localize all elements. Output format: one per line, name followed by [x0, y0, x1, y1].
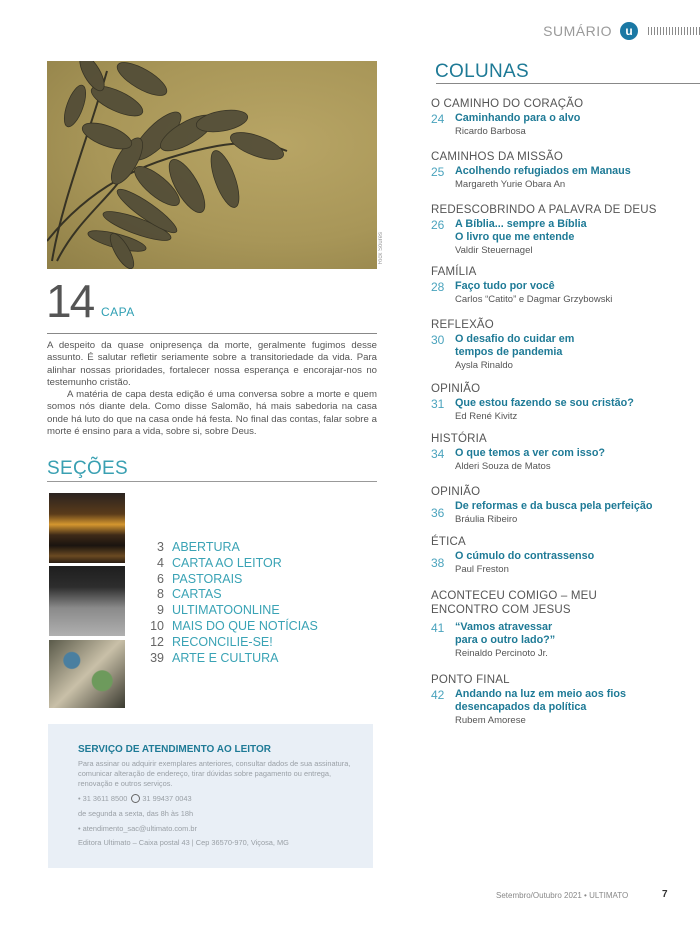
column-page: 36 — [431, 506, 445, 520]
section-page: 4 — [157, 555, 164, 570]
column-title: A Bíblia... sempre a Bíblia — [455, 218, 587, 230]
cover-paragraph: A matéria de capa desta edição é uma conversa sobre a morte e quem somos nós diante dela. Como disse Salomão, há mais sabedoria na casa onde há luto do que na casa onde há festa. No final das contas, falar sobre a morte é ensino para a vida, sobre si, sobre Deus. — [47, 389, 377, 438]
column-entry[interactable] — [431, 203, 700, 257]
reader-service-description: Para assinar ou adquirir exemplares anteriores, consultar dados de sua assinatura, comunicar alteração de endereço, tirar dúvidas sobre pagamento ou entrega, renovação e outros serviços. — [78, 759, 351, 788]
section-label: ABERTURA — [172, 540, 240, 554]
divider — [436, 83, 700, 84]
column-category: ÉTICA — [431, 536, 466, 548]
sections-list — [140, 540, 318, 666]
divider — [47, 481, 377, 482]
column-author: Rubem Amorese — [455, 715, 526, 726]
column-author: Carlos “Catito” e Dagmar Grzybowski — [455, 294, 613, 305]
column-author: Ricardo Barbosa — [455, 126, 526, 137]
section-label: CARTAS — [172, 587, 222, 602]
section-item[interactable] — [140, 572, 318, 588]
section-item[interactable] — [140, 540, 318, 556]
barcode-decoration-icon — [648, 27, 700, 35]
sunset-clouds-photo — [49, 493, 125, 563]
column-author: Valdir Steuernagel — [455, 245, 533, 256]
reader-service-title: SERVIÇO DE ATENDIMENTO AO LEITOR — [78, 744, 271, 755]
column-entry[interactable] — [431, 150, 700, 191]
cover-paragraph: A despeito da quase onipresença da morte, geralmente fugimos desse assunto. É salutar refletir seriamente sobre a transitoriedade da vida. Para alinhar nossas prioridades, fortalecer nossa esperança e encorajar-nos no testemunho cristão. — [47, 340, 377, 388]
column-author: Paul Freston — [455, 564, 509, 575]
column-entry[interactable] — [431, 382, 700, 423]
column-category: HISTÓRIA — [431, 433, 487, 445]
section-label: RECONCILIE-SE! — [172, 634, 273, 649]
column-page: 34 — [431, 447, 445, 461]
column-category: ACONTECEU COMIGO – MEU — [431, 590, 598, 602]
section-label: SUMÁRIO — [543, 23, 612, 39]
tangled-wires-photo — [49, 640, 125, 708]
section-label: CARTA AO LEITOR — [172, 555, 282, 570]
section-page: 6 — [157, 571, 164, 586]
column-title: Acolhendo refugiados em Manaus — [455, 165, 631, 177]
column-category: PONTO FINAL — [431, 674, 510, 686]
section-label: PASTORAIS — [172, 571, 243, 586]
section-page: 39 — [150, 650, 164, 665]
column-page: 30 — [431, 333, 445, 347]
column-page: 38 — [431, 556, 445, 570]
column-author: Reinaldo Percinoto Jr. — [455, 648, 548, 659]
column-entry[interactable] — [431, 265, 700, 306]
section-page: 12 — [150, 634, 164, 649]
whatsapp-number[interactable]: 31 99437 0043 — [142, 794, 192, 803]
column-entry[interactable] — [431, 318, 700, 372]
column-title: Que estou fazendo se sou cristão? — [455, 397, 634, 409]
column-category: REDESCOBRINDO A PALAVRA DE DEUS — [431, 204, 657, 216]
whatsapp-icon — [131, 794, 140, 803]
section-item[interactable] — [140, 603, 318, 619]
address: Editora Ultimato – Caixa postal 43 | Cep 36570-970, Viçosa, MG — [78, 838, 289, 847]
sections-heading: SEÇÕES — [47, 458, 128, 479]
email[interactable]: • atendimento_sac@ultimato.com.br — [78, 824, 197, 833]
column-title-line2: desencapados da política — [455, 701, 587, 713]
column-title-line2: para o outro lado?” — [455, 634, 556, 646]
column-page: 42 — [431, 688, 445, 702]
column-category: CAMINHOS DA MISSÃO — [431, 151, 564, 163]
column-title: O desafio do cuidar em — [455, 333, 575, 345]
cover-summary — [47, 340, 377, 438]
column-page: 25 — [431, 165, 445, 179]
photo-credit: Rick Soures — [378, 232, 384, 265]
page-number: 7 — [662, 889, 668, 900]
column-author: Ed René Kivitz — [455, 411, 518, 422]
column-category: O CAMINHO DO CORAÇÃO — [431, 98, 584, 110]
section-page: 8 — [157, 587, 164, 602]
section-item[interactable] — [140, 556, 318, 572]
column-author: Aysla Rinaldo — [455, 360, 513, 371]
section-label: ULTIMATOONLINE — [172, 603, 280, 618]
column-category: REFLEXÃO — [431, 319, 494, 331]
column-title: De reformas e da busca pela perfeição — [455, 500, 653, 512]
section-item[interactable] — [140, 619, 318, 635]
column-entry[interactable] — [431, 535, 700, 576]
column-entry[interactable] — [431, 589, 700, 660]
column-category: FAMÍLIA — [431, 266, 477, 278]
section-label: ARTE E CULTURA — [172, 650, 279, 665]
column-title: Faço tudo por você — [455, 280, 555, 292]
column-author: Alderi Souza de Matos — [455, 461, 551, 472]
column-page: 24 — [431, 112, 445, 126]
column-category: OPINIÃO — [431, 486, 481, 498]
columns-heading: COLUNAS — [435, 61, 529, 82]
section-label: MAIS DO QUE NOTÍCIAS — [172, 618, 318, 633]
section-page: 9 — [157, 603, 164, 618]
cover-image — [47, 61, 377, 269]
column-title-line2: tempos de pandemia — [455, 346, 563, 358]
column-page: 28 — [431, 280, 445, 294]
column-title: Andando na luz em meio aos fios — [455, 688, 626, 700]
column-page: 26 — [431, 218, 445, 232]
column-category: OPINIÃO — [431, 383, 481, 395]
column-entry[interactable] — [431, 432, 700, 473]
section-page: 10 — [150, 618, 164, 633]
ultimato-logo-icon: u — [620, 22, 638, 40]
column-author: Bráulia Ribeiro — [455, 514, 518, 525]
column-entry[interactable] — [431, 485, 700, 526]
section-item[interactable] — [140, 635, 318, 651]
column-title: O cúmulo do contrassenso — [455, 550, 595, 562]
column-title: O que temos a ver com isso? — [455, 447, 606, 459]
cover-page-number: 14 — [46, 275, 94, 327]
page-footer: Setembro/Outubro 2021 • ULTIMATO — [496, 891, 629, 900]
section-item[interactable] — [140, 651, 318, 667]
column-title-line2: O livro que me entende — [455, 231, 575, 243]
phone-line — [78, 794, 192, 803]
column-author: Margareth Yurie Obara An — [455, 179, 566, 190]
column-category-line2: ENCONTRO COM JESUS — [431, 604, 571, 616]
column-page: 31 — [431, 397, 445, 411]
hours: de segunda a sexta, das 8h às 18h — [78, 809, 194, 818]
cover-label[interactable]: CAPA — [101, 305, 135, 319]
column-entry[interactable] — [431, 97, 700, 138]
column-title: Caminhando para o alvo — [455, 112, 581, 124]
reader-service-box — [48, 724, 373, 868]
section-item[interactable] — [140, 587, 318, 603]
leaf-illustration-icon — [47, 61, 377, 269]
column-title: “Vamos atravessar — [455, 621, 553, 633]
page-header — [543, 22, 700, 40]
divider — [47, 333, 377, 334]
column-page: 41 — [431, 621, 445, 635]
section-page: 3 — [157, 540, 164, 554]
couple-walking-road-photo — [49, 566, 125, 636]
phone-number[interactable]: • 31 3611 8500 — [78, 794, 128, 803]
column-entry[interactable] — [431, 673, 700, 727]
